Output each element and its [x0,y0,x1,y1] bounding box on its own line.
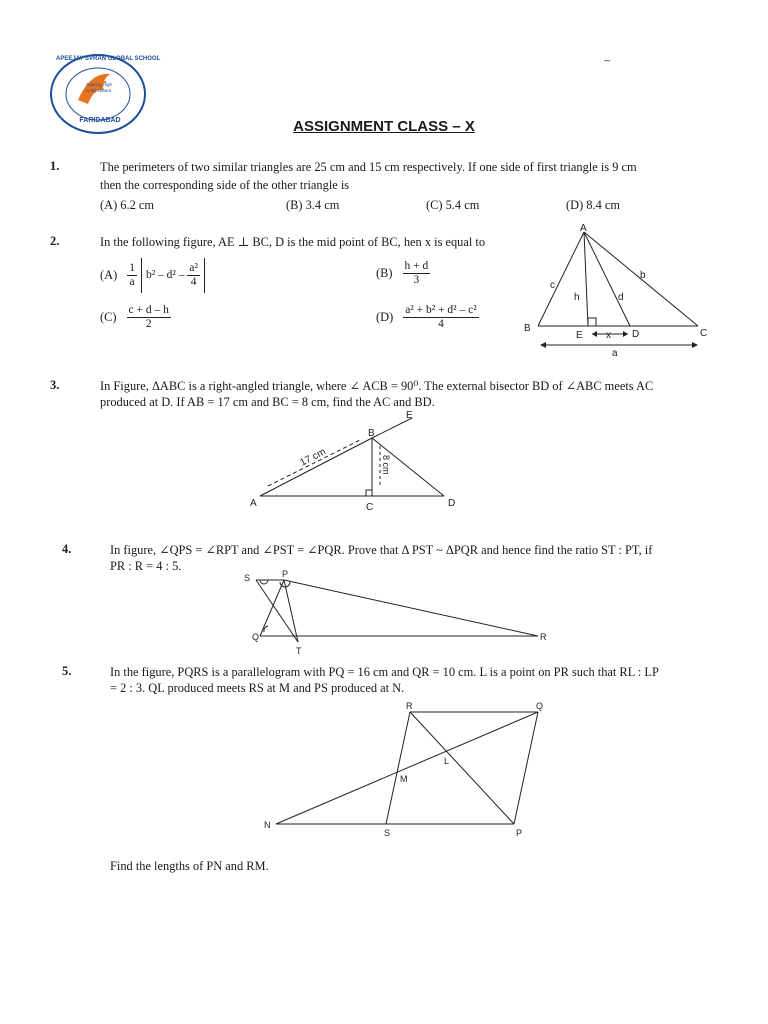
q2-fig-label-D: D [632,329,640,340]
q4-fig-label-R: R [540,632,547,642]
q4-line2: PR : R = 4 : 5. [110,559,182,573]
q5-footer: Find the lengths of PN and RM. [110,859,269,873]
q5-number: 5. [62,664,72,678]
q5-fig-label-S: S [384,828,391,838]
q2-fig-label-A: A [580,223,587,234]
q1-line1: The perimeters of two similar triangles are 25 cm and 15 cm respectively. If one side of first triangle is 9 cm [100,160,637,174]
q3-fig-label-B: B [368,428,375,439]
q1-option-c: (C) 5.4 cm [426,198,480,212]
q2-a-den: a [129,276,135,288]
page-title: ASSIGNMENT CLASS – X [293,118,475,135]
q5-fig-label-R: R [406,701,413,711]
q4-number: 4. [62,542,72,556]
q2-fig-label-B: B [524,323,531,334]
q2-d-num: a² + b² + d² – c² [405,304,477,316]
q2-option-c-label: (C) [100,310,117,324]
q2-fig-label-E: E [576,330,583,341]
q2-number: 2. [50,234,60,248]
q2-option-d [376,304,479,331]
q4-line1: In figure, ∠QPS = ∠RPT and ∠PST = ∠PQR. Prove that Δ PST ~ ΔPQR and hence find the ratio ST : PT, if [110,543,653,557]
q2-b-den: 3 [413,274,420,286]
q1-option-b: (B) 3.4 cm [286,198,340,212]
logo-motto: Soaring High is My Nature [86,82,113,93]
q2-d-den: 4 [438,318,444,330]
corner-mark: – [604,53,611,67]
q1-number: 1. [50,159,60,173]
q3-fig-label-A: A [250,498,257,509]
q5-fig-label-P: P [516,828,523,838]
q4-fig-label-S: S [244,573,251,583]
q5-fig-label-Q: Q [536,701,544,711]
q2-fig-label-C: C [700,328,708,339]
q2-b-num: h + d [404,260,429,272]
q1-line2: then the corresponding side of the other triangle is [100,178,350,192]
q2-option-a [100,258,205,293]
q2-fig-label-h: h [574,292,580,303]
q2-a-inner-fraction [187,262,200,289]
q3-fig-label-D: D [448,498,456,509]
q5-fig-label-N: N [264,820,271,830]
q5-parallelogram-figure [256,698,556,848]
q2-fig-label-b: b [640,270,646,281]
q2-option-a-fraction [127,262,137,289]
q2-a-bracket-expr: b² – d² – [145,269,185,282]
q2-option-b-fraction [403,260,431,287]
q2-fig-label-a: a [612,348,618,359]
q2-option-c [100,304,171,331]
q2-c-num: c + d – h [128,304,169,316]
q5-fig-label-M: M [400,774,408,784]
q2-option-d-fraction [403,304,478,331]
q5-fig-label-L: L [444,756,450,766]
q5-line1: In the figure, PQRS is a parallelogram with PQ = 16 cm and QR = 10 cm. L is a point on PR such that RL : LP [110,665,659,679]
q3-fig-label-C: C [366,502,374,513]
q2-option-a-bracket [141,258,205,293]
q3-number: 3. [50,378,60,392]
q2-option-b [376,260,430,287]
q4-fig-label-P: P [282,569,289,579]
q1-option-d: (D) 8.4 cm [566,198,621,212]
q3-line1: In Figure, ΔABC is a right-angled triangle, where ∠ ACB = 90⁰. The external bisector BD of ∠ABC meets AC [100,379,654,393]
q2-option-a-label: (A) [100,268,118,282]
q4-fig-label-Q: Q [252,632,260,642]
q3-fig-label-E: E [406,410,413,421]
logo-school-name: APEEJAY SVRAN GLOBAL SCHOOL [56,56,161,62]
q2-fig-label-c: c [550,280,555,291]
q3-line2: produced at D. If AB = 17 cm and BC = 8 cm, find the AC and BD. [100,395,435,409]
q3-fig-label-bc: 8 cm [381,455,391,475]
q2-triangle-figure [512,220,718,359]
q1-option-a: (A) 6.2 cm [100,198,155,212]
q2-a-inner-num: a² [189,262,198,274]
q2-fig-label-d: d [618,292,624,303]
q2-a-inner-den: 4 [190,276,197,288]
q5-line2: = 2 : 3. QL produced meets RS at M and PS produced at N. [110,681,405,695]
q2-c-den: 2 [145,318,152,330]
q2-option-c-fraction [127,304,171,331]
q2-text: In the following figure, AE ⊥ BC, D is the mid point of BC, hen x is equal to [100,235,486,249]
q4-triangle-figure [240,570,550,658]
q2-option-d-label: (D) [376,310,394,324]
q3-triangle-figure [246,410,472,514]
q2-fig-label-x: x [606,330,611,341]
q2-option-b-label: (B) [376,266,393,280]
q2-a-num: 1 [129,262,135,274]
q3-fig-label-ab: 17 cm [298,446,328,469]
logo-city: FARIDABAD [79,117,121,124]
q4-fig-label-T: T [296,646,302,656]
